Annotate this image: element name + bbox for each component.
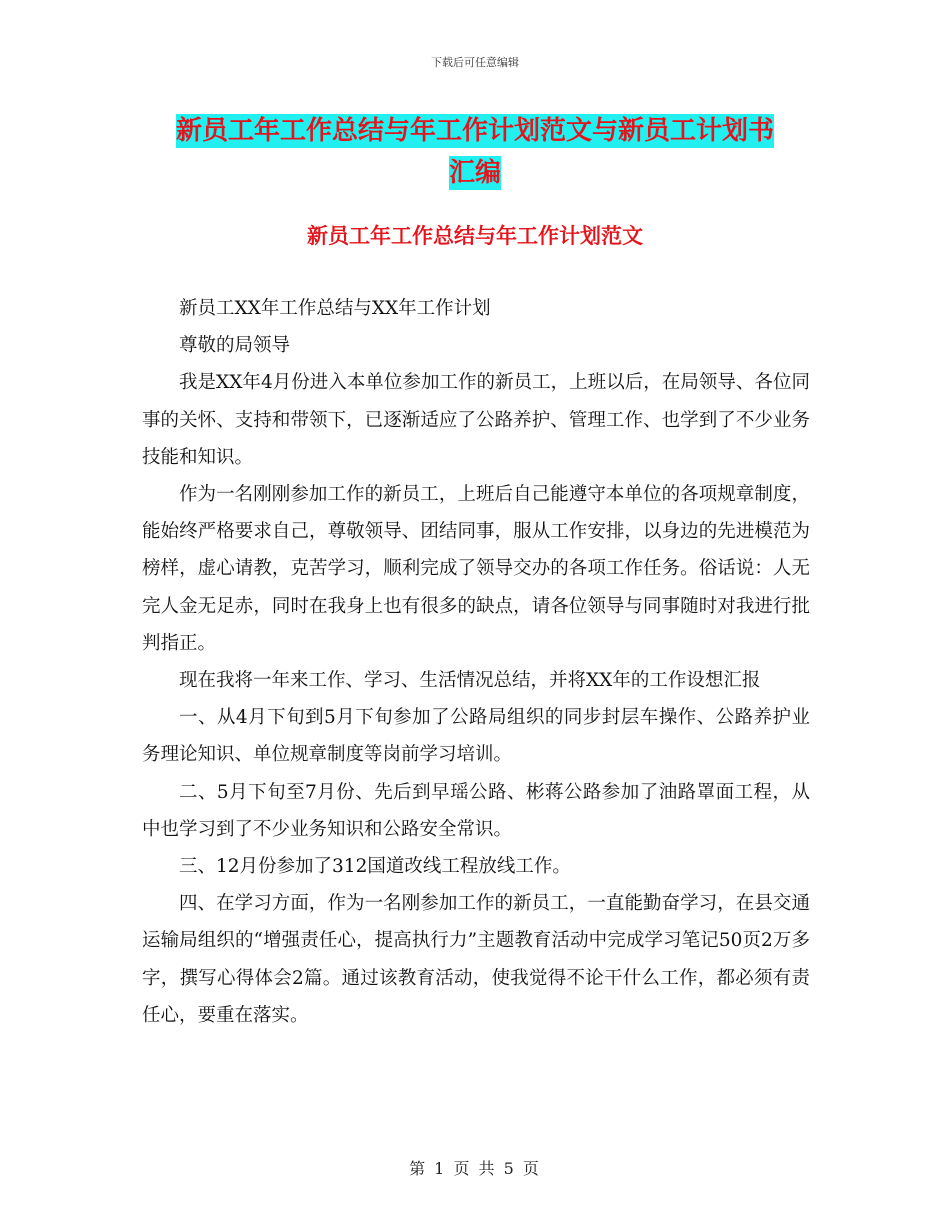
document-title-line-2: 汇编 xyxy=(448,158,501,188)
paragraph: 作为一名刚刚参加工作的新员工，上班后自己能遵守本单位的各项规章制度，能始终严格要求自己，尊敬领导、团结同事，服从工作安排，以身边的先进模范为榜样，虚心请教，克苦学习，顺利完成了领导交办的各项工作任务。俗话说：人无完人金无足赤，同时在我身上也有很多的缺点，请各位领导与同事随时对我进行批判指正。 xyxy=(142,484,810,654)
section-title: 新员工年工作总结与年工作计划范文 xyxy=(307,224,643,248)
paragraph: 一、从4月下旬到5月下旬参加了公路局组织的同步封层车操作、公路养护业务理论知识、单位规章制度等岗前学习培训。 xyxy=(142,707,810,766)
paragraph: 三、12月份参加了312国道改线工程放线工作。 xyxy=(179,856,571,878)
page-footer: 第 1 页 共 5 页 xyxy=(409,1159,541,1178)
document-title-line-1: 新员工年工作总结与年工作计划范文与新员工计划书 xyxy=(175,116,774,146)
body-text xyxy=(142,290,810,1034)
paragraph: 现在我将一年来工作、学习、生活情况总结，并将XX年的工作设想汇报 xyxy=(179,670,761,692)
paragraph: 我是XX年4月份进入本单位参加工作的新员工，上班以后，在局领导、各位同事的关怀、支持和带领下，已逐渐适应了公路养护、管理工作、也学到了不少业务技能和知识。 xyxy=(142,372,810,468)
paragraph: 尊敬的局领导 xyxy=(179,335,291,357)
paragraph: 二、5月下旬至7月份、先后到早瑶公路、彬蒋公路参加了油路罩面工程，从中也学习到了不少业务知识和公路安全常识。 xyxy=(142,781,810,840)
document-title xyxy=(140,110,810,194)
paragraph: 新员工XX年工作总结与XX年工作计划 xyxy=(179,298,491,319)
paragraph: 四、在学习方面，作为一名刚参加工作的新员工，一直能勤奋学习，在县交通运输局组织的“增强责任心，提高执行力”主题教育活动中完成学习笔记50页2万多字，撰写心得体会2篇。通过该教育活动，使我觉得不论干什么工作，都必须有责任心，要重在落实。 xyxy=(142,893,810,1026)
header-note: 下载后可任意编辑 xyxy=(431,56,519,69)
